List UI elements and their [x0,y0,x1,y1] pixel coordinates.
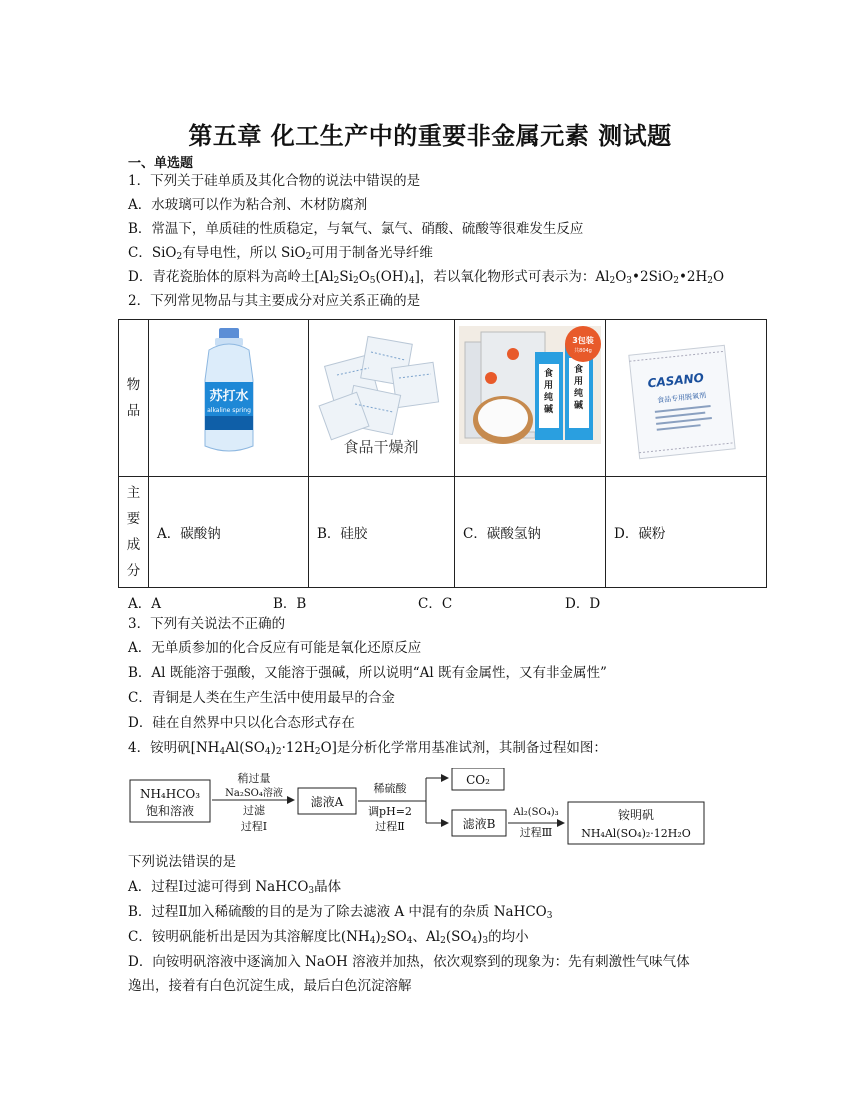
section-heading: 一、单选题 [128,156,194,171]
q2-option-d: D．D [565,596,601,612]
q1-option-a: A．水玻璃可以作为粘合剂、木材防腐剂 [128,197,368,213]
q4-option-c: C．铵明矾能析出是因为其溶解度比$(NH_4)_2SO_4$、$Al_2(SO_4)_3$的均小 [128,929,529,946]
svg-text:滤液A: 滤液A [310,795,344,809]
q3-option-d: D．硅在自然界中只以化合态形式存在 [128,715,355,731]
svg-text:NH₄HCO₃: NH₄HCO₃ [139,787,201,801]
row-head-items: 物 品 [119,320,149,477]
item-image-baking-soda [455,320,606,477]
item-image-soda-water [149,320,309,477]
q4-option-d-line1: D．向铵明矾溶液中逐滴加入 NaOH 溶液并加热，依次观察到的现象为：先有刺激性气味气体 [128,954,690,970]
svg-text:饱和溶液: 饱和溶液 [145,804,195,818]
q2-options [128,592,728,610]
q2-option-b: B．B [273,596,307,612]
q1-option-d: D．青花瓷胎体的原料为高岭土$[Al_2Si_2O_5(OH)_4]$，若以氧化物形式可表示为：$Al_2O_3•2SiO_2•2H_2O$ [128,269,725,286]
items-table [118,319,767,588]
q2-stem: 2．下列常见物品与其主要成分对应关系正确的是 [128,293,421,309]
svg-text:3包装: 3包装 [572,336,594,345]
svg-text:食用纯碱: 食用纯碱 [574,365,584,411]
svg-text:过程Ⅱ: 过程Ⅱ [375,820,405,833]
q4-option-b: B．过程Ⅱ加入稀硫酸的目的是为了除去滤液 A 中混有的杂质 NaHCO$_3$ [128,904,553,921]
svg-text:Al₂(SO₄)₃: Al₂(SO₄)₃ [513,807,559,818]
component-b: B．硅胶 [309,477,455,588]
svg-text:Na₂SO₄溶液: Na₂SO₄溶液 [225,788,283,799]
svg-text:食用纯碱: 食用纯碱 [544,369,554,415]
q4-option-a: A．过程Ⅰ过滤可得到 NaHCO$_3$晶体 [128,879,342,896]
component-a: A．碳酸钠 [149,477,309,588]
svg-text:稍过量: 稍过量 [237,772,271,785]
q3-stem: 3．下列有关说法不正确的 [128,616,286,632]
svg-text:苏打水: 苏打水 [209,389,249,404]
q3-option-a: A．无单质参加的化合反应有可能是氧化还原反应 [128,640,422,656]
svg-text:稀硫酸: 稀硫酸 [373,782,407,795]
item-image-desiccant [309,320,455,477]
baking-soda-packs-image [455,320,605,476]
svg-text:NH₄Al(SO₄)₂·12H₂O: NH₄Al(SO₄)₂·12H₂O [581,827,691,840]
svg-text:CO₂: CO₂ [466,773,490,787]
svg-text:铵明矾: 铵明矾 [617,808,655,822]
svg-text:食品专用脱氧剂: 食品专用脱氧剂 [656,391,707,405]
desiccant-packets-image [309,320,454,476]
svg-text:调pH=2: 调pH=2 [368,805,412,818]
component-d: D．碳粉 [606,477,767,588]
svg-text:过程Ⅲ: 过程Ⅲ [519,826,553,839]
q2-option-c: C．C [418,596,453,612]
q3-option-c: C．青铜是人类在生产生活中使用最早的合金 [128,690,395,706]
item-image-oxygen-absorber [606,320,767,477]
q3-option-b: B．Al 既能溶于强酸，又能溶于强碱，所以说明“Al 既有金属性，又有非金属性” [128,665,607,681]
page-title: 第五章 化工生产中的重要非金属元素 测试题 [188,122,672,150]
svg-text:CASANO: CASANO [647,370,705,391]
q1-stem: 1．下列关于硅单质及其化合物的说法中错误的是 [128,173,421,189]
soda-water-bottle-image [149,320,308,476]
q1-option-b: B．常温下，单质硅的性质稳定，与氧气、氯气、硝酸、硫酸等很难发生反应 [128,221,584,237]
svg-text:共804g: 共804g [574,348,592,354]
row-head-components: 主 要 成 分 [119,477,149,588]
q4-lead: 下列说法错误的是 [128,854,236,870]
process-flow-diagram [128,768,708,848]
q2-option-a: A．A [128,596,161,612]
svg-text:alkaline spring: alkaline spring [207,407,251,414]
oxygen-absorber-image [606,320,766,476]
q4-option-d-line2: 逸出，接着有白色沉淀生成，最后白色沉淀溶解 [128,978,412,994]
svg-text:过滤: 过滤 [243,804,265,817]
q1-option-c: C．SiO$_2$有导电性，所以 SiO$_2$可用于制备光导纤维 [128,245,433,262]
svg-text:滤液B: 滤液B [462,817,496,831]
svg-text:过程Ⅰ: 过程Ⅰ [240,820,268,833]
component-c: C．碳酸氢钠 [455,477,606,588]
svg-text:食品干燥剂: 食品干燥剂 [343,438,419,456]
q4-stem: 4．铵明矾$[NH_4Al(SO_4)_2\cdot 12H_2O]$是分析化学常用基准试剂，其制备过程如图： [128,740,607,757]
